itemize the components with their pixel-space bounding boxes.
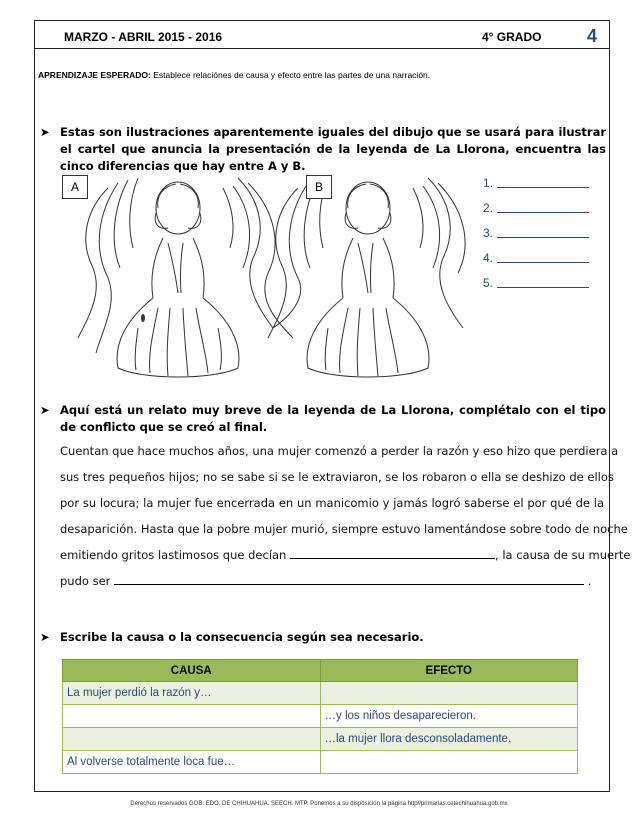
cry-blank[interactable]	[290, 546, 495, 559]
llorona-illustration-b	[248, 168, 518, 386]
footer-copyright: Derechos reservados GOB. EDO. DE CHIHUAHUA. SEECH. MTP. Ponemos a su disposición la página http//primarias.cetechihuahua.gob.mx	[130, 801, 508, 807]
answer-blank[interactable]	[497, 226, 589, 238]
instruction-table-text: Escribe la causa o la consecuencia según sea necesario.	[60, 630, 424, 644]
cause-cell[interactable]	[63, 728, 321, 751]
story-line: desaparición. Hasta que la pobre mujer murió, siempre estuvo lamentándose sobre todo de noche	[60, 522, 628, 536]
answer-blank[interactable]	[497, 251, 589, 263]
cause-of-death-blank[interactable]	[114, 572, 584, 585]
answer-blank[interactable]	[497, 276, 589, 288]
cause-cell: La mujer perdió la razón y…	[63, 682, 321, 705]
answer-line[interactable]: 1.	[483, 176, 589, 201]
cause-cell: Al volverse totalmente loca fue…	[63, 751, 321, 774]
answer-line[interactable]: 4.	[483, 251, 589, 276]
instruction-story	[40, 402, 606, 436]
instruction-story-text: Aquí está un relato muy breve de la leyenda de La Llorona, complétalo con el tipo de conflicto que se creó al final.	[60, 403, 606, 434]
cause-effect-table	[62, 659, 578, 774]
period-label: MARZO - ABRIL 2015 - 2016	[64, 30, 223, 44]
differences-answer-list	[483, 176, 589, 301]
grade-label: 4° GRADO	[482, 30, 542, 44]
effect-cell: …y los niños desaparecieron.	[320, 705, 578, 728]
story-text	[60, 438, 631, 594]
image-b-label: B	[306, 175, 332, 199]
expected-learning-label: APRENDIZAJE ESPERADO:	[38, 70, 151, 80]
answer-blank[interactable]	[497, 201, 589, 213]
table-row	[63, 682, 578, 705]
story-line: emitiendo gritos lastimosos que decían , la causa de su muerte	[60, 548, 631, 562]
instruction-table	[40, 629, 606, 646]
table-header-row	[63, 660, 578, 682]
answer-line[interactable]: 5.	[483, 276, 589, 301]
table-row	[63, 728, 578, 751]
expected-learning-text: Establece relaciónes de causa y efecto entre las partes de una narración.	[150, 70, 431, 80]
page-number: 4	[587, 26, 598, 46]
cause-cell[interactable]	[63, 705, 321, 728]
story-line: pudo ser .	[60, 574, 592, 588]
arrow-icon: ➤	[40, 403, 50, 417]
story-line: Cuentan que hace muchos años, una mujer comenzó a perder la razón y eso hizo que perdiera a	[60, 444, 619, 458]
story-line: sus tres pequeños hijos; no se sabe si se le extraviaron, se los robaron o ella se deshizo de ellos	[60, 470, 614, 484]
answer-line[interactable]: 3.	[483, 226, 589, 251]
answer-blank[interactable]	[497, 176, 589, 188]
story-line: por su locura; la mujer fue encerrada en un manicomio y jamás logró saberse el por qué de la	[60, 496, 604, 510]
answer-line[interactable]: 2.	[483, 201, 589, 226]
column-header-effect: EFECTO	[320, 660, 578, 682]
instruction-differences-text: Estas son ilustraciones aparentemente iguales del dibujo que se usará para ilustrar el cartel que anuncia la presentación de la leyenda de La Llorona, encuentra las cinco diferencias que hay entre A y B.	[60, 125, 606, 173]
arrow-icon: ➤	[40, 125, 50, 139]
expected-learning	[38, 70, 430, 80]
table-row	[63, 705, 578, 728]
table-row	[63, 751, 578, 774]
effect-cell[interactable]	[320, 682, 578, 705]
column-header-cause: CAUSA	[63, 660, 321, 682]
effect-cell: …la mujer llora desconsoladamente.	[320, 728, 578, 751]
image-a-label: A	[62, 175, 88, 199]
header-divider	[34, 48, 610, 49]
effect-cell[interactable]	[320, 751, 578, 774]
arrow-icon: ➤	[40, 630, 50, 644]
